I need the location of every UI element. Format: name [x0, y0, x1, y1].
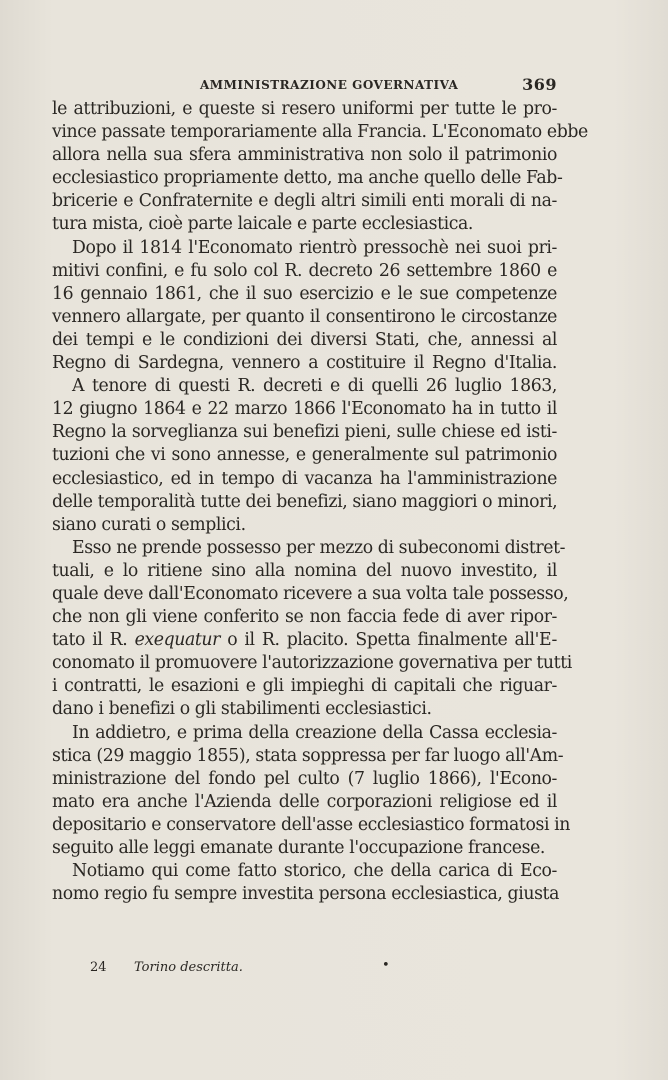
text-line: ministrazione del fondo pel culto (7 luglio 1866), l'Econo-	[52, 768, 557, 789]
text-line: 16 gennaio 1861, che il suo esercizio e le sue competenze	[52, 283, 557, 304]
text-line: tuzioni che vi sono annesse, e generalmente sul patrimonio	[52, 445, 557, 466]
text-line: Notiamo qui come fatto storico, che della carica di Eco-	[72, 861, 557, 882]
text-line: seguito alle leggi emanate durante l'occupazione francese.	[52, 838, 546, 858]
text-line: tuali, e lo ritiene sino alla nomina del nuovo investito, il	[52, 560, 557, 581]
text-line: Dopo il 1814 l'Economato rientrò pressochè nei suoi pri-	[72, 237, 557, 258]
footer-dot: •	[382, 958, 390, 973]
text-line: Esso ne prende possesso per mezzo di subeconomi distret-	[72, 537, 566, 558]
text-line: A tenore di questi R. decreti e di quelli 26 luglio 1863,	[72, 376, 557, 397]
text-line: ecclesiastico propriamente detto, ma anche quello delle Fab-	[52, 168, 563, 189]
text-line: Regno la sorveglianza sui benefizi pieni, sulle chiese ed isti-	[52, 422, 557, 443]
signature-mark: 24	[90, 960, 107, 975]
text-line: vennero allargate, per quanto il consentirono le circostanze	[52, 306, 557, 327]
text-line: le attribuzioni, e queste si resero uniformi per tutte le pro-	[52, 99, 557, 119]
text-line: nomo regio fu sempre investita persona ecclesiastica, giusta	[52, 884, 559, 905]
text-line: conomato il promuovere l'autorizzazione governativa per tutti	[52, 653, 572, 674]
text-line: 12 giugno 1864 e 22 marzo 1866 l'Economato ha in tutto il	[52, 399, 557, 420]
text-line: delle temporalità tutte dei benefizi, siano maggiori o minori,	[52, 491, 558, 512]
text-line: Regno di Sardegna, vennero a costituire il Regno d'Italia.	[52, 353, 557, 374]
text-line: tura mista, cioè parte laicale e parte ecclesiastica.	[52, 214, 474, 235]
text-line: i contratti, le esazioni e gli impieghi di capitali che riguar-	[52, 676, 557, 697]
text-line: quale deve dall'Economato ricevere a sua volta tale possesso,	[52, 583, 569, 604]
text-line: mitivi confini, e fu solo col R. decreto 26 settembre 1860 e	[52, 260, 557, 281]
text-line: che non gli viene conferito se non faccia fede di aver ripor-	[52, 607, 557, 628]
text-line: depositario e conservatore dell'asse ecclesiastico formatosi in	[52, 814, 571, 835]
page-number: 369	[522, 75, 557, 94]
footer-text: Torino descritta.	[134, 960, 243, 975]
text-line: vince passate temporariamente alla Francia. L'Economato ebbe	[52, 122, 588, 143]
text-line: ecclesiastico, ed in tempo di vacanza ha l'amministrazione	[52, 468, 557, 489]
text-line: dano i benefizi o gli stabilimenti ecclesiastici.	[52, 699, 432, 720]
text-line: dei tempi e le condizioni dei diversi Stati, che, annessi al	[52, 329, 557, 350]
body-text	[52, 98, 588, 906]
running-title: AMMINISTRAZIONE GOVERNATIVA	[200, 78, 459, 92]
text-line: stica (29 maggio 1855), stata soppressa per far luogo all'Am-	[52, 745, 564, 766]
text-line: tato il R. exequatur o il R. placito. Spetta finalmente all'E-	[52, 630, 557, 651]
text-line: In addietro, e prima della creazione della Cassa ecclesia-	[72, 722, 557, 743]
text-line: mato era anche l'Azienda delle corporazioni religiose ed il	[52, 791, 557, 812]
text-line: allora nella sua sfera amministrativa non solo il patrimonio	[52, 145, 557, 166]
text-line: siano curati o semplici.	[52, 514, 246, 535]
text-line: bricerie e Confraternite e degli altri simili enti morali di na-	[52, 191, 557, 212]
